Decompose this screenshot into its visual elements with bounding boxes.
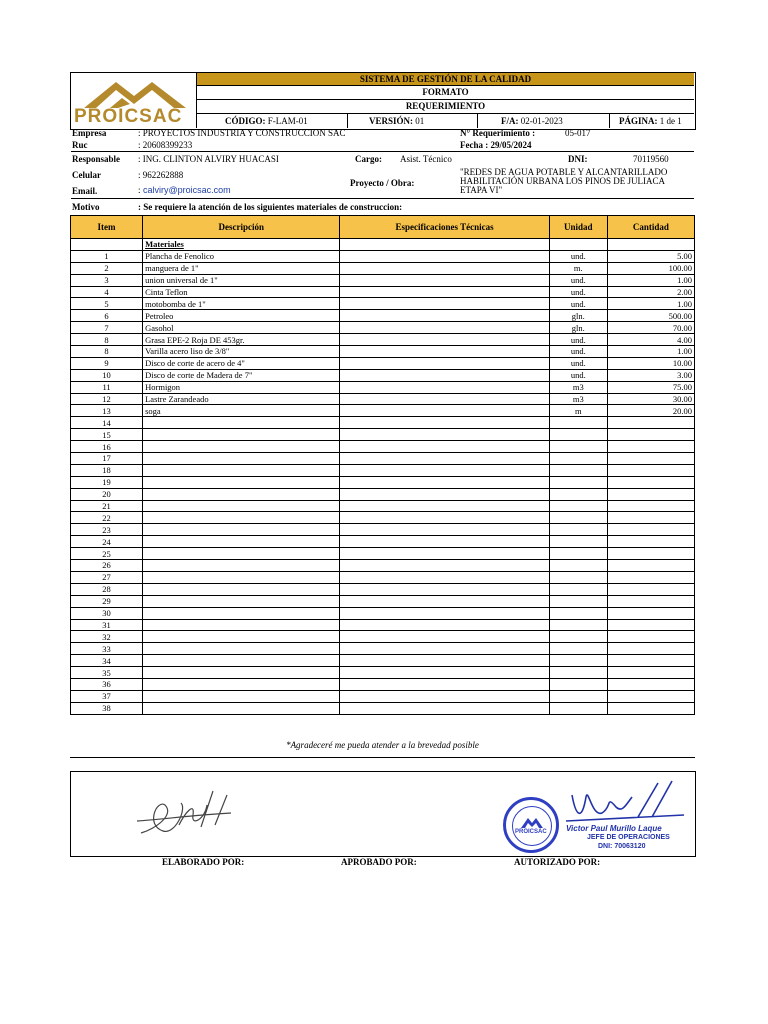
spec-cell [340, 643, 549, 655]
spec-cell [340, 571, 549, 583]
description-cell: Disco de corte de acero de 4" [143, 357, 340, 369]
seal-text: PROICSAC [515, 829, 547, 835]
email-link[interactable]: calviry@proicsac.com [143, 185, 231, 195]
header-meta-row: CÓDIGO: F-LAM-01 VERSIÓN: 01 F/A: 02-01-2023 PÁGINA: 1 de 1 [225, 116, 682, 126]
table-row [71, 678, 695, 690]
item-cell: 26 [71, 560, 143, 572]
quantity-cell: 1.00 [607, 274, 694, 286]
quantity-cell: 75.00 [607, 381, 694, 393]
quantity-cell [607, 631, 694, 643]
unit-cell: gln. [549, 310, 607, 322]
item-cell: 30 [71, 607, 143, 619]
unit-cell [549, 678, 607, 690]
col-descripcion: Descripción [143, 216, 340, 239]
unit-cell [549, 667, 607, 679]
autorizado-label: AUTORIZADO POR: [514, 857, 601, 867]
quantity-cell: 70.00 [607, 322, 694, 334]
unit-cell [549, 595, 607, 607]
spec-cell [340, 667, 549, 679]
item-cell: 12 [71, 393, 143, 405]
description-cell [143, 678, 340, 690]
unit-cell: und. [549, 346, 607, 358]
spec-cell [340, 346, 549, 358]
unit-cell [549, 429, 607, 441]
spec-cell [340, 381, 549, 393]
quantity-cell: 10.00 [607, 357, 694, 369]
materials-label: Materiales [143, 239, 340, 251]
logo-text: PROICSAC [74, 106, 183, 127]
spec-cell [340, 250, 549, 262]
company-seal [503, 797, 559, 853]
item-cell: 9 [71, 357, 143, 369]
quantity-cell: 500.00 [607, 310, 694, 322]
description-cell: Disco de corte de Madera de 7" [143, 369, 340, 381]
description-cell [143, 631, 340, 643]
item-cell: 23 [71, 524, 143, 536]
description-cell [143, 524, 340, 536]
item-cell: 29 [71, 595, 143, 607]
dni-label: DNI: [568, 154, 588, 164]
description-cell [143, 583, 340, 595]
spec-cell [340, 262, 549, 274]
spec-cell [340, 548, 549, 560]
table-row [71, 500, 695, 512]
description-cell [143, 500, 340, 512]
quantity-cell [607, 429, 694, 441]
materials-row [71, 239, 695, 251]
description-cell: Lastre Zarandeado [143, 393, 340, 405]
item-cell: 4 [71, 286, 143, 298]
item-cell: 36 [71, 678, 143, 690]
table-row [71, 393, 695, 405]
item-cell: 22 [71, 512, 143, 524]
item-cell: 25 [71, 548, 143, 560]
description-cell [143, 536, 340, 548]
quantity-cell [607, 453, 694, 465]
spec-cell [340, 369, 549, 381]
description-cell [143, 548, 340, 560]
spec-cell [340, 334, 549, 346]
table-row [71, 631, 695, 643]
description-cell [143, 476, 340, 488]
signature-autorizado-icon [562, 777, 687, 827]
quantity-cell [607, 488, 694, 500]
spec-cell [340, 536, 549, 548]
unit-cell: und. [549, 250, 607, 262]
quantity-cell: 4.00 [607, 334, 694, 346]
description-cell [143, 512, 340, 524]
description-cell [143, 655, 340, 667]
table-row [71, 560, 695, 572]
unit-cell [549, 548, 607, 560]
table-row [71, 619, 695, 631]
unit-cell [549, 583, 607, 595]
table-row [71, 643, 695, 655]
quantity-cell [607, 619, 694, 631]
description-cell: motobomba de 1" [143, 298, 340, 310]
unit-cell: und. [549, 369, 607, 381]
description-cell: Varilla acero liso de 3/8" [143, 346, 340, 358]
ruc-label: Ruc [72, 140, 88, 150]
table-row [71, 583, 695, 595]
description-cell [143, 702, 340, 714]
logo [74, 76, 194, 126]
unit-cell [549, 571, 607, 583]
spec-cell [340, 357, 549, 369]
description-cell [143, 667, 340, 679]
spec-cell [340, 560, 549, 572]
table-row [71, 441, 695, 453]
spec-cell [340, 595, 549, 607]
table-row [71, 417, 695, 429]
quantity-cell [607, 678, 694, 690]
description-cell: Plancha de Fenolico [143, 250, 340, 262]
item-cell: 18 [71, 464, 143, 476]
item-cell: 8 [71, 334, 143, 346]
responsable-label: Responsable [72, 154, 121, 164]
seal-roof-icon [520, 815, 544, 829]
unit-cell: und. [549, 298, 607, 310]
codigo-value: F-LAM-01 [267, 116, 308, 126]
quantity-cell [607, 690, 694, 702]
spec-cell [340, 310, 549, 322]
item-cell: 17 [71, 453, 143, 465]
unit-cell [549, 643, 607, 655]
table-row [71, 548, 695, 560]
item-cell: 33 [71, 643, 143, 655]
cargo-value: Asist. Técnico [400, 154, 452, 164]
quantity-cell [607, 476, 694, 488]
requerimiento-value: 05-017 [565, 128, 591, 138]
doc-title: REQUERIMIENTO [197, 100, 694, 114]
spec-cell [340, 393, 549, 405]
spec-cell [340, 512, 549, 524]
description-cell [143, 464, 340, 476]
table-row [71, 346, 695, 358]
stamp-dni: DNI: 70063120 [598, 843, 646, 850]
item-cell: 38 [71, 702, 143, 714]
description-cell: Grasa EPE-2 Roja DE 453gr. [143, 334, 340, 346]
spec-cell [340, 453, 549, 465]
quantity-cell: 2.00 [607, 286, 694, 298]
table-row [71, 595, 695, 607]
table-row [71, 571, 695, 583]
stamp-name: Victor Paul Murillo Laque [566, 824, 662, 833]
unit-cell [549, 453, 607, 465]
quantity-cell [607, 536, 694, 548]
item-cell: 3 [71, 274, 143, 286]
unit-cell [549, 512, 607, 524]
unit-cell [549, 476, 607, 488]
unit-cell: m. [549, 262, 607, 274]
col-cantidad: Cantidad [607, 216, 694, 239]
spec-cell [340, 607, 549, 619]
unit-cell [549, 441, 607, 453]
table-row [71, 298, 695, 310]
format-title: FORMATO [197, 86, 694, 100]
proyecto-value: "REDES DE AGUA POTABLE Y ALCANTARILLADO HABILITACIÓN URBANA LOS PINOS DE JULIACA ETAPA VI" [460, 167, 668, 195]
unit-cell [549, 560, 607, 572]
spec-cell [340, 702, 549, 714]
item-cell: 21 [71, 500, 143, 512]
unit-cell: m3 [549, 381, 607, 393]
aprobado-label: APROBADO POR: [341, 857, 417, 867]
col-unidad: Unidad [549, 216, 607, 239]
table-row [71, 488, 695, 500]
unit-cell [549, 619, 607, 631]
quantity-cell: 1.00 [607, 298, 694, 310]
motivo-value: : Se requiere la atención de los siguientes materiales de construccion: [138, 202, 403, 212]
unit-cell [549, 702, 607, 714]
item-cell: 14 [71, 417, 143, 429]
col-especificaciones: Especificaciones Técnicas [340, 216, 549, 239]
item-cell: 19 [71, 476, 143, 488]
table-row [71, 322, 695, 334]
quantity-cell [607, 571, 694, 583]
stamp-role: JEFE DE OPERACIONES [587, 834, 670, 841]
spec-cell [340, 524, 549, 536]
item-cell: 20 [71, 488, 143, 500]
spec-cell [340, 655, 549, 667]
motivo-label: Motivo [72, 202, 100, 212]
item-cell: 6 [71, 310, 143, 322]
quantity-cell [607, 607, 694, 619]
item-cell: 1 [71, 250, 143, 262]
description-cell: Petroleo [143, 310, 340, 322]
fa-value: 02-01-2023 [520, 116, 563, 126]
empresa-value: : PROYECTOS INDUSTRIA Y CONSTRUCCION SAC [138, 128, 346, 138]
description-cell [143, 607, 340, 619]
item-cell: 10 [71, 369, 143, 381]
unit-cell: und. [549, 274, 607, 286]
description-cell [143, 690, 340, 702]
item-cell: 13 [71, 405, 143, 417]
requerimiento-label: N° Requerimiento : [460, 128, 536, 138]
table-row [71, 381, 695, 393]
celular-value: : 962262888 [138, 170, 184, 180]
table-row [71, 274, 695, 286]
description-cell [143, 488, 340, 500]
unit-cell: m [549, 405, 607, 417]
quantity-cell: 30.00 [607, 393, 694, 405]
description-cell: soga [143, 405, 340, 417]
item-cell: 24 [71, 536, 143, 548]
item-cell: 16 [71, 441, 143, 453]
spec-cell [340, 405, 549, 417]
table-row [71, 690, 695, 702]
item-cell: 37 [71, 690, 143, 702]
description-cell: Cinta Teflon [143, 286, 340, 298]
unit-cell [549, 417, 607, 429]
description-cell [143, 619, 340, 631]
description-cell [143, 453, 340, 465]
item-cell: 11 [71, 381, 143, 393]
spec-cell [340, 583, 549, 595]
description-cell [143, 643, 340, 655]
elaborado-label: ELABORADO POR: [162, 857, 245, 867]
quantity-cell [607, 512, 694, 524]
quantity-cell [607, 417, 694, 429]
spec-cell [340, 274, 549, 286]
unit-cell [549, 536, 607, 548]
spec-cell [340, 476, 549, 488]
item-cell: 7 [71, 322, 143, 334]
table-row [71, 524, 695, 536]
signature-elaborado-icon [135, 785, 235, 845]
spec-cell [340, 298, 549, 310]
unit-cell: und. [549, 334, 607, 346]
spec-cell [340, 464, 549, 476]
quantity-cell: 5.00 [607, 250, 694, 262]
description-cell [143, 441, 340, 453]
quantity-cell [607, 500, 694, 512]
description-cell: Hormigon [143, 381, 340, 393]
footer-note: *Agradeceré me pueda atender a la brevedad posible [286, 740, 479, 750]
item-cell: 32 [71, 631, 143, 643]
spec-cell [340, 286, 549, 298]
unit-cell: und. [549, 357, 607, 369]
quantity-cell [607, 655, 694, 667]
unit-cell [549, 524, 607, 536]
item-cell: 15 [71, 429, 143, 441]
spec-cell [340, 690, 549, 702]
table-row [71, 536, 695, 548]
unit-cell: und. [549, 286, 607, 298]
unit-cell [549, 631, 607, 643]
table-row [71, 607, 695, 619]
unit-cell [549, 690, 607, 702]
description-cell [143, 429, 340, 441]
table-row [71, 357, 695, 369]
quantity-cell: 3.00 [607, 369, 694, 381]
spec-cell [340, 322, 549, 334]
logo-roof-icon [74, 76, 194, 110]
quantity-cell [607, 667, 694, 679]
quantity-cell [607, 560, 694, 572]
item-cell: 27 [71, 571, 143, 583]
fecha: Fecha : 29/05/2024 [460, 140, 532, 150]
table-row [71, 512, 695, 524]
table-row [71, 310, 695, 322]
description-cell [143, 571, 340, 583]
email-separator: : [138, 185, 141, 195]
ruc-value: : 20608399233 [138, 140, 193, 150]
spec-cell [340, 441, 549, 453]
table-header-row [71, 216, 695, 239]
table-row [71, 334, 695, 346]
table-row [71, 667, 695, 679]
cargo-label: Cargo: [355, 154, 382, 164]
item-cell: 35 [71, 667, 143, 679]
spec-cell [340, 678, 549, 690]
unit-cell [549, 464, 607, 476]
description-cell [143, 560, 340, 572]
responsable-value: : ING. CLINTON ALVIRY HUACASI [138, 154, 279, 164]
quantity-cell: 1.00 [607, 346, 694, 358]
unit-cell [549, 607, 607, 619]
spec-cell [340, 429, 549, 441]
description-cell [143, 595, 340, 607]
table-row [71, 702, 695, 714]
description-cell: manguera de 1" [143, 262, 340, 274]
spec-cell [340, 488, 549, 500]
pagina-value: 1 de 1 [659, 116, 682, 126]
quantity-cell: 100.00 [607, 262, 694, 274]
quantity-cell: 20.00 [607, 405, 694, 417]
description-cell: Gasohol [143, 322, 340, 334]
unit-cell: m3 [549, 393, 607, 405]
quantity-cell [607, 595, 694, 607]
col-item: Item [71, 216, 143, 239]
item-cell: 34 [71, 655, 143, 667]
quantity-cell [607, 464, 694, 476]
quantity-cell [607, 441, 694, 453]
item-cell: 31 [71, 619, 143, 631]
proyecto-label: Proyecto / Obra: [350, 178, 415, 188]
quantity-cell [607, 643, 694, 655]
table-row [71, 429, 695, 441]
system-title: SISTEMA DE GESTIÓN DE LA CALIDAD [197, 73, 694, 86]
unit-cell: gln. [549, 322, 607, 334]
quantity-cell [607, 524, 694, 536]
table-row [71, 262, 695, 274]
dni-value: 70119560 [633, 154, 669, 164]
table-row [71, 464, 695, 476]
table-row [71, 476, 695, 488]
table-row [71, 655, 695, 667]
spec-cell [340, 631, 549, 643]
email-label: Email. [72, 186, 98, 196]
item-cell: 28 [71, 583, 143, 595]
spec-cell [340, 500, 549, 512]
description-cell: union universal de 1" [143, 274, 340, 286]
table-row [71, 405, 695, 417]
unit-cell [549, 655, 607, 667]
celular-label: Celular [72, 170, 101, 180]
item-cell: 8 [71, 346, 143, 358]
quantity-cell [607, 548, 694, 560]
item-cell: 2 [71, 262, 143, 274]
quantity-cell [607, 583, 694, 595]
quantity-cell [607, 702, 694, 714]
table-row [71, 369, 695, 381]
table-row [71, 453, 695, 465]
table-row [71, 286, 695, 298]
items-table [70, 215, 695, 715]
spec-cell [340, 619, 549, 631]
empresa-label: Empresa [72, 128, 107, 138]
description-cell [143, 417, 340, 429]
unit-cell [549, 488, 607, 500]
unit-cell [549, 500, 607, 512]
table-row [71, 250, 695, 262]
version-value: 01 [415, 116, 425, 126]
item-cell: 5 [71, 298, 143, 310]
spec-cell [340, 417, 549, 429]
